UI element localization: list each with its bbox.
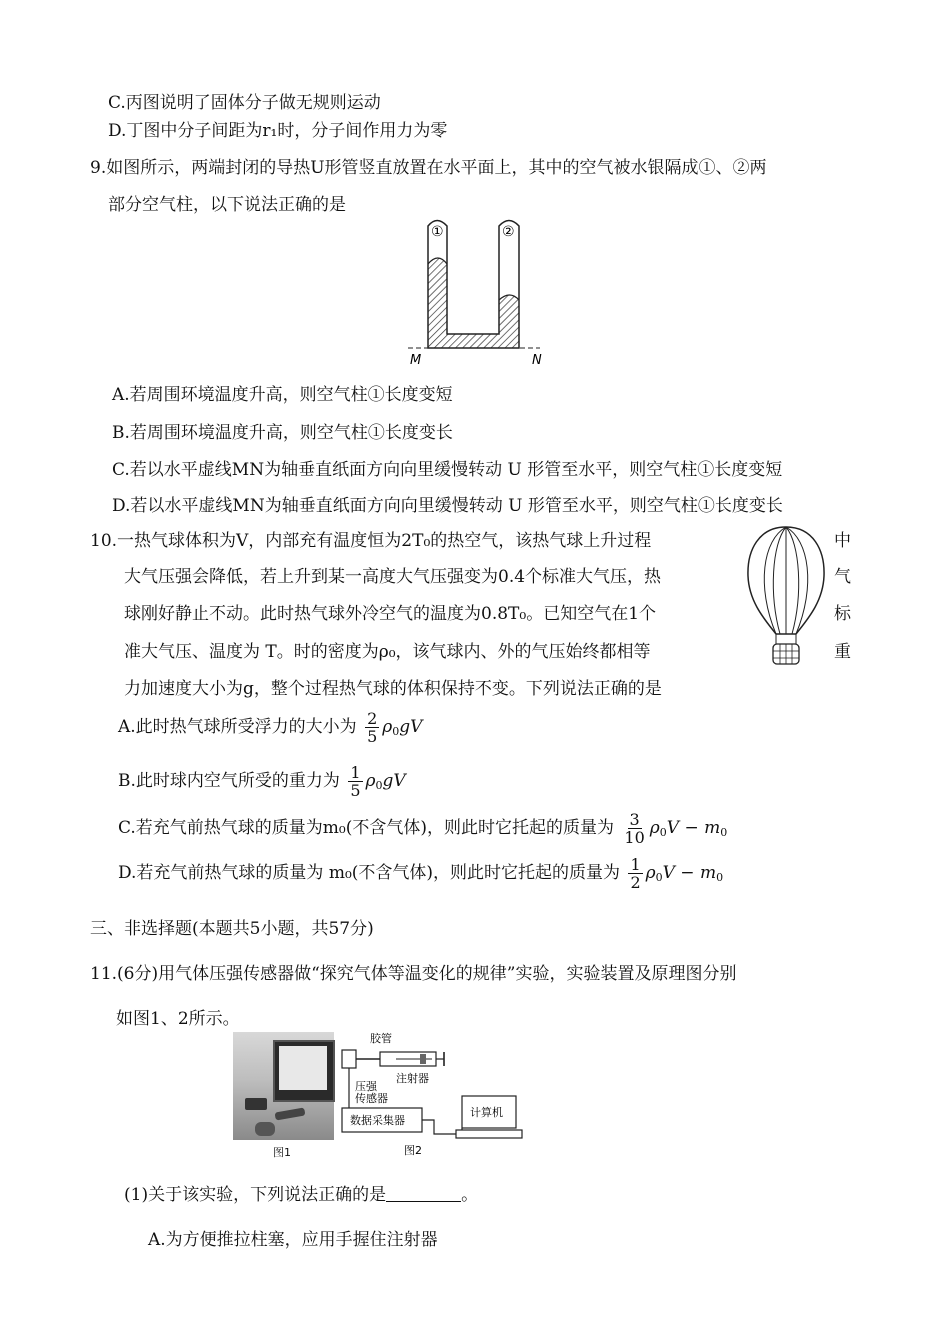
- frac-den: 2: [630, 873, 641, 892]
- label-m: M: [410, 353, 422, 368]
- sensor-label-line2: 传感器: [355, 1092, 388, 1105]
- q9-option-d: D.若以水平虚线MN为轴垂直纸面方向向里缓慢转动 U 形管至水平，则空气柱①长度变长: [112, 496, 783, 516]
- formula: $\rho_0gV$: [382, 717, 423, 738]
- q10-stem-line4: 准大气压、温度为 T。时的密度为ρ₀，该气球内、外的气压始终都相等: [124, 642, 651, 662]
- q9-option-c: C.若以水平虚线MN为轴垂直纸面方向向里缓慢转动 U 形管至水平，则空气柱①长度变短: [112, 460, 783, 480]
- q8-option-d: D.丁图中分子间距为r₁时，分子间作用力为零: [108, 121, 448, 141]
- q8-option-c: C.丙图说明了固体分子做无规则运动: [108, 93, 381, 113]
- frac-den: 5: [350, 781, 361, 800]
- q10-option-c-text: C.若充气前热气球的质量为m₀(不含气体)，则此时它托起的质量为: [118, 818, 615, 838]
- q10-option-b-text: B.此时球内空气所受的重力为: [118, 771, 340, 791]
- q11-stem-line2: 如图1、2所示。: [116, 1009, 240, 1029]
- q10-option-c: [118, 810, 727, 851]
- section-3-heading: 三、非选择题(本题共5小题，共57分): [90, 919, 374, 939]
- u-tube-figure: [400, 212, 560, 370]
- q10-stem-line1-end: 中: [834, 531, 851, 551]
- q11-sub1-text: (1)关于该实验，下列说法正确的是: [124, 1185, 387, 1205]
- hand-shape: [255, 1122, 275, 1136]
- apparatus-photo: [233, 1032, 334, 1140]
- syringe-shape: [275, 1107, 306, 1120]
- q10-stem-line3-end: 标: [834, 604, 851, 624]
- formula: $\rho_0V - m_0$: [649, 818, 728, 839]
- monitor-screen: [279, 1046, 327, 1090]
- q10-stem-line3: 球刚好静止不动。此时热气球外冷空气的温度为0.8T₀。已知空气在1个: [124, 604, 657, 624]
- q10-option-b: [118, 763, 406, 804]
- collector-label: 数据采集器: [350, 1114, 405, 1127]
- q10-stem-line1: 10.一热气球体积为V，内部充有温度恒为2T₀的热空气，该热气球上升过程: [90, 531, 652, 551]
- q11-option-a: A.为方便推拉柱塞，应用手握住注射器: [148, 1230, 438, 1250]
- q11-sub1-period: 。: [461, 1185, 479, 1205]
- q10-stem-line2-end: 气: [834, 567, 851, 587]
- q10-option-d-fraction: [628, 856, 642, 891]
- fig1-caption: 图1: [273, 1146, 291, 1159]
- monitor-shape: [273, 1040, 335, 1102]
- sensor-label-line1: 压强: [355, 1080, 377, 1093]
- hot-air-balloon-figure: [745, 524, 827, 668]
- q10-option-a-text: A.此时热气球所受浮力的大小为: [118, 717, 357, 737]
- frac-num: 1: [630, 855, 641, 874]
- answer-blank[interactable]: [386, 1185, 461, 1202]
- q9-option-b: B.若周围环境温度升高，则空气柱①长度变长: [112, 423, 453, 443]
- q10-stem-line2: 大气压强会降低，若上升到某一高度大气压强变为0.4个标准大气压，热: [124, 567, 662, 587]
- fig2-caption: 图2: [404, 1144, 422, 1157]
- q10-option-a: [118, 709, 422, 750]
- frac-den: 5: [367, 727, 378, 746]
- q10-stem-line5: 力加速度大小为g，整个过程热气球的体积保持不变。下列说法正确的是: [124, 679, 662, 699]
- q9-option-a: A.若周围环境温度升高，则空气柱①长度变短: [112, 385, 453, 405]
- computer-label: 计算机: [470, 1106, 503, 1119]
- q9-stem-line2: 部分空气柱，以下说法正确的是: [108, 195, 346, 215]
- device-shape: [245, 1098, 267, 1110]
- label-n: N: [532, 353, 542, 368]
- q11-sub1: [124, 1184, 478, 1206]
- q10-option-c-fraction: [622, 811, 646, 846]
- tube-label: 胶管: [370, 1032, 392, 1045]
- frac-num: 3: [629, 810, 640, 829]
- q11-stem-line1: 11.(6分)用气体压强传感器做“探究气体等温变化的规律”实验，实验装置及原理图分别: [90, 964, 737, 984]
- frac-num: 1: [350, 763, 361, 782]
- q10-stem-line4-end: 重: [834, 642, 851, 662]
- frac-den: 10: [624, 828, 645, 847]
- formula: $\rho_0V - m_0$: [645, 863, 724, 884]
- syringe-label: 注射器: [396, 1072, 429, 1085]
- q10-option-d-text: D.若充气前热气球的质量为 m₀(不含气体)，则此时它托起的质量为: [118, 863, 621, 883]
- air-column-2-label: ②: [502, 224, 515, 240]
- q10-option-d: [118, 855, 723, 896]
- apparatus-schematic: [336, 1030, 536, 1160]
- frac-num: 2: [367, 709, 378, 728]
- q9-stem-line1: 9.如图所示，两端封闭的导热U形管竖直放置在水平面上，其中的空气被水银隔成①、②两: [90, 158, 767, 178]
- q10-option-b-fraction: [348, 764, 362, 799]
- q10-option-a-fraction: [365, 710, 379, 745]
- formula: $\rho_0gV$: [365, 771, 406, 792]
- air-column-1-label: ①: [431, 224, 444, 240]
